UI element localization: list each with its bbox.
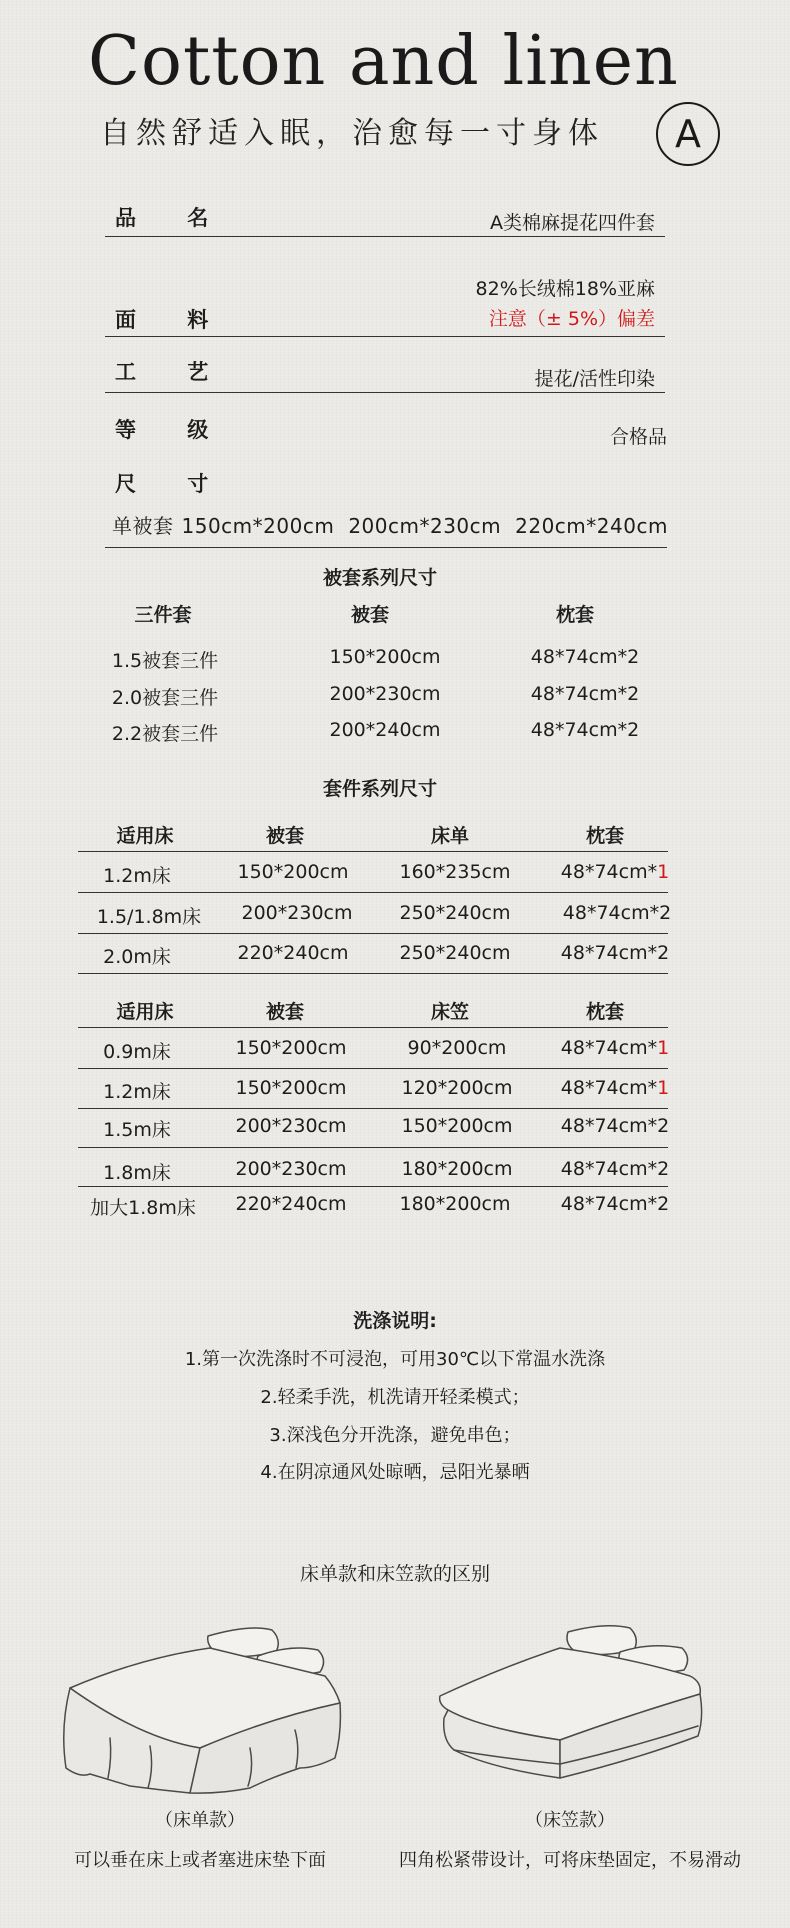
table-cell: 220*240cm: [237, 942, 349, 964]
divider: [78, 1186, 668, 1187]
table-cell: 200*240cm: [329, 719, 441, 741]
pillow-count-highlight: 1: [657, 1037, 670, 1059]
flat-sheet-desc: 可以垂在床上或者塞进床垫下面: [74, 1850, 326, 1871]
table-cell: 150*200cm: [235, 1077, 347, 1099]
table-cell: 48*74cm*2: [530, 646, 640, 668]
table-cell: 1.5被套三件: [111, 650, 219, 672]
table-cell: 1.2m床: [103, 1081, 171, 1103]
spec-value: 82%长绒棉18%亚麻: [475, 278, 655, 300]
pillow-count-highlight: 1: [657, 1077, 670, 1099]
table-cell: 48*74cm*2: [530, 719, 640, 741]
fitted-sheet-desc: 四角松紧带设计，可将床垫固定，不易滑动: [399, 1850, 741, 1871]
table-cell: 200*230cm: [235, 1158, 347, 1180]
table-cell: 150*200cm: [401, 1115, 513, 1137]
table-cell: 200*230cm: [235, 1115, 347, 1137]
fabric-note: 注意（± 5%）偏差: [488, 308, 655, 330]
spec-label: 等 级: [115, 418, 231, 442]
pillow-count-highlight: 1: [657, 861, 670, 883]
size-value: 220cm*240cm: [515, 514, 668, 538]
spec-label: 尺 寸: [115, 472, 231, 496]
table-cell: 1.5/1.8m床: [96, 906, 202, 928]
table-header: 适用床: [116, 825, 174, 847]
wash-item: 4.在阴凉通风处晾晒，忌阳光暴晒: [260, 1462, 530, 1483]
divider: [78, 1108, 668, 1109]
size-prefix: 单被套: [112, 514, 174, 538]
table-cell: 48*74cm*2: [530, 683, 640, 705]
spec-label: 品 名: [115, 206, 231, 230]
size-value: 150cm*200cm: [181, 514, 335, 538]
table-cell: 1.5m床: [103, 1119, 171, 1141]
table-header: 三件套: [134, 604, 192, 626]
pillow-size: 48*74cm*: [560, 1077, 658, 1099]
table-cell: 2.0被套三件: [111, 687, 219, 709]
pillow-size: 48*74cm*: [560, 1037, 658, 1059]
size-value: 200cm*230cm: [348, 514, 502, 538]
spec-label: 工 艺: [115, 360, 231, 384]
table-cell: [540, 1077, 690, 1099]
slogan: 自然舒适入眠，治愈每一寸身体: [100, 116, 604, 151]
table-cell: 220*240cm: [235, 1193, 347, 1215]
spec-row-name: [105, 200, 665, 237]
flat-sheet-bed-illustration: [50, 1618, 350, 1818]
table-cell: 150*200cm: [235, 1037, 347, 1059]
table-cell: 120*200cm: [401, 1077, 513, 1099]
table-cell: 48*74cm*2: [560, 1115, 670, 1137]
divider: [105, 547, 667, 548]
table-header: 被套: [265, 1001, 304, 1023]
table-header: 枕套: [555, 604, 594, 626]
table-cell: 180*200cm: [399, 1193, 511, 1215]
table-cell: 48*74cm*2: [560, 942, 670, 964]
table-cell: 加大1.8m床: [90, 1197, 196, 1219]
table-header: 床单: [430, 825, 469, 847]
table-cell: 200*230cm: [241, 902, 353, 924]
divider: [78, 933, 668, 934]
table-cell: 180*200cm: [401, 1158, 513, 1180]
spec-label: 面 料: [115, 308, 231, 332]
table-cell: 0.9m床: [103, 1041, 171, 1063]
wash-item: 2.轻柔手洗，机洗请开轻柔模式；: [260, 1387, 530, 1408]
table-cell: 48*74cm*2: [562, 902, 672, 924]
table-header: 枕套: [585, 1001, 624, 1023]
divider: [78, 1027, 668, 1028]
table-cell: 2.0m床: [103, 946, 171, 968]
table-cell: 150*200cm: [329, 646, 441, 668]
table-cell: 250*240cm: [399, 942, 511, 964]
table-cell: 160*235cm: [399, 861, 511, 883]
table-cell: 250*240cm: [399, 902, 511, 924]
spec-value: 提花/活性印染: [534, 368, 655, 390]
spec-value: 合格品: [609, 426, 667, 448]
divider: [78, 973, 668, 974]
table-header: 适用床: [116, 1001, 174, 1023]
duvet-series-title: 被套系列尺寸: [322, 567, 437, 589]
table-cell: [540, 1037, 690, 1059]
table-cell: 2.2被套三件: [111, 723, 219, 745]
table-cell: 90*200cm: [407, 1037, 507, 1059]
table-header: 被套: [265, 825, 304, 847]
spec-row-grade: [105, 410, 665, 450]
spec-row-fabric: [105, 270, 665, 337]
table-cell: 48*74cm*2: [560, 1193, 670, 1215]
table-header: 枕套: [585, 825, 624, 847]
wash-title: 洗涤说明:: [353, 1310, 437, 1332]
fitted-sheet-bed-illustration: [420, 1618, 720, 1818]
table-cell: 1.2m床: [103, 865, 171, 887]
table-cell: 1.8m床: [103, 1162, 171, 1184]
wash-item: 1.第一次洗涤时不可浸泡，可用30℃以下常温水洗涤: [184, 1349, 606, 1370]
divider: [78, 851, 668, 852]
table-cell: 48*74cm*2: [560, 1158, 670, 1180]
spec-row-craft: [105, 356, 665, 393]
brand-title: Cotton and linen: [88, 22, 679, 101]
table-header: 床笠: [430, 1001, 469, 1023]
table-cell: 200*230cm: [329, 683, 441, 705]
grade-badge: A: [656, 102, 720, 166]
single-duvet-sizes: [112, 510, 682, 539]
spec-value: A类棉麻提花四件套: [490, 212, 655, 234]
table-cell: [540, 861, 690, 883]
table-cell: 150*200cm: [237, 861, 349, 883]
pillow-size: 48*74cm*: [560, 861, 658, 883]
flat-sheet-label: （床单款）: [155, 1810, 245, 1831]
table-header: 被套: [350, 604, 389, 626]
divider: [78, 1068, 668, 1069]
compare-title: 床单款和床笠款的区别: [299, 1563, 490, 1585]
divider: [78, 892, 668, 893]
divider: [78, 1147, 668, 1148]
spec-row-size: [105, 464, 405, 500]
fitted-sheet-label: （床笠款）: [525, 1810, 615, 1831]
set-series-title: 套件系列尺寸: [322, 778, 437, 800]
wash-item: 3.深浅色分开洗涤，避免串色；: [269, 1425, 521, 1446]
